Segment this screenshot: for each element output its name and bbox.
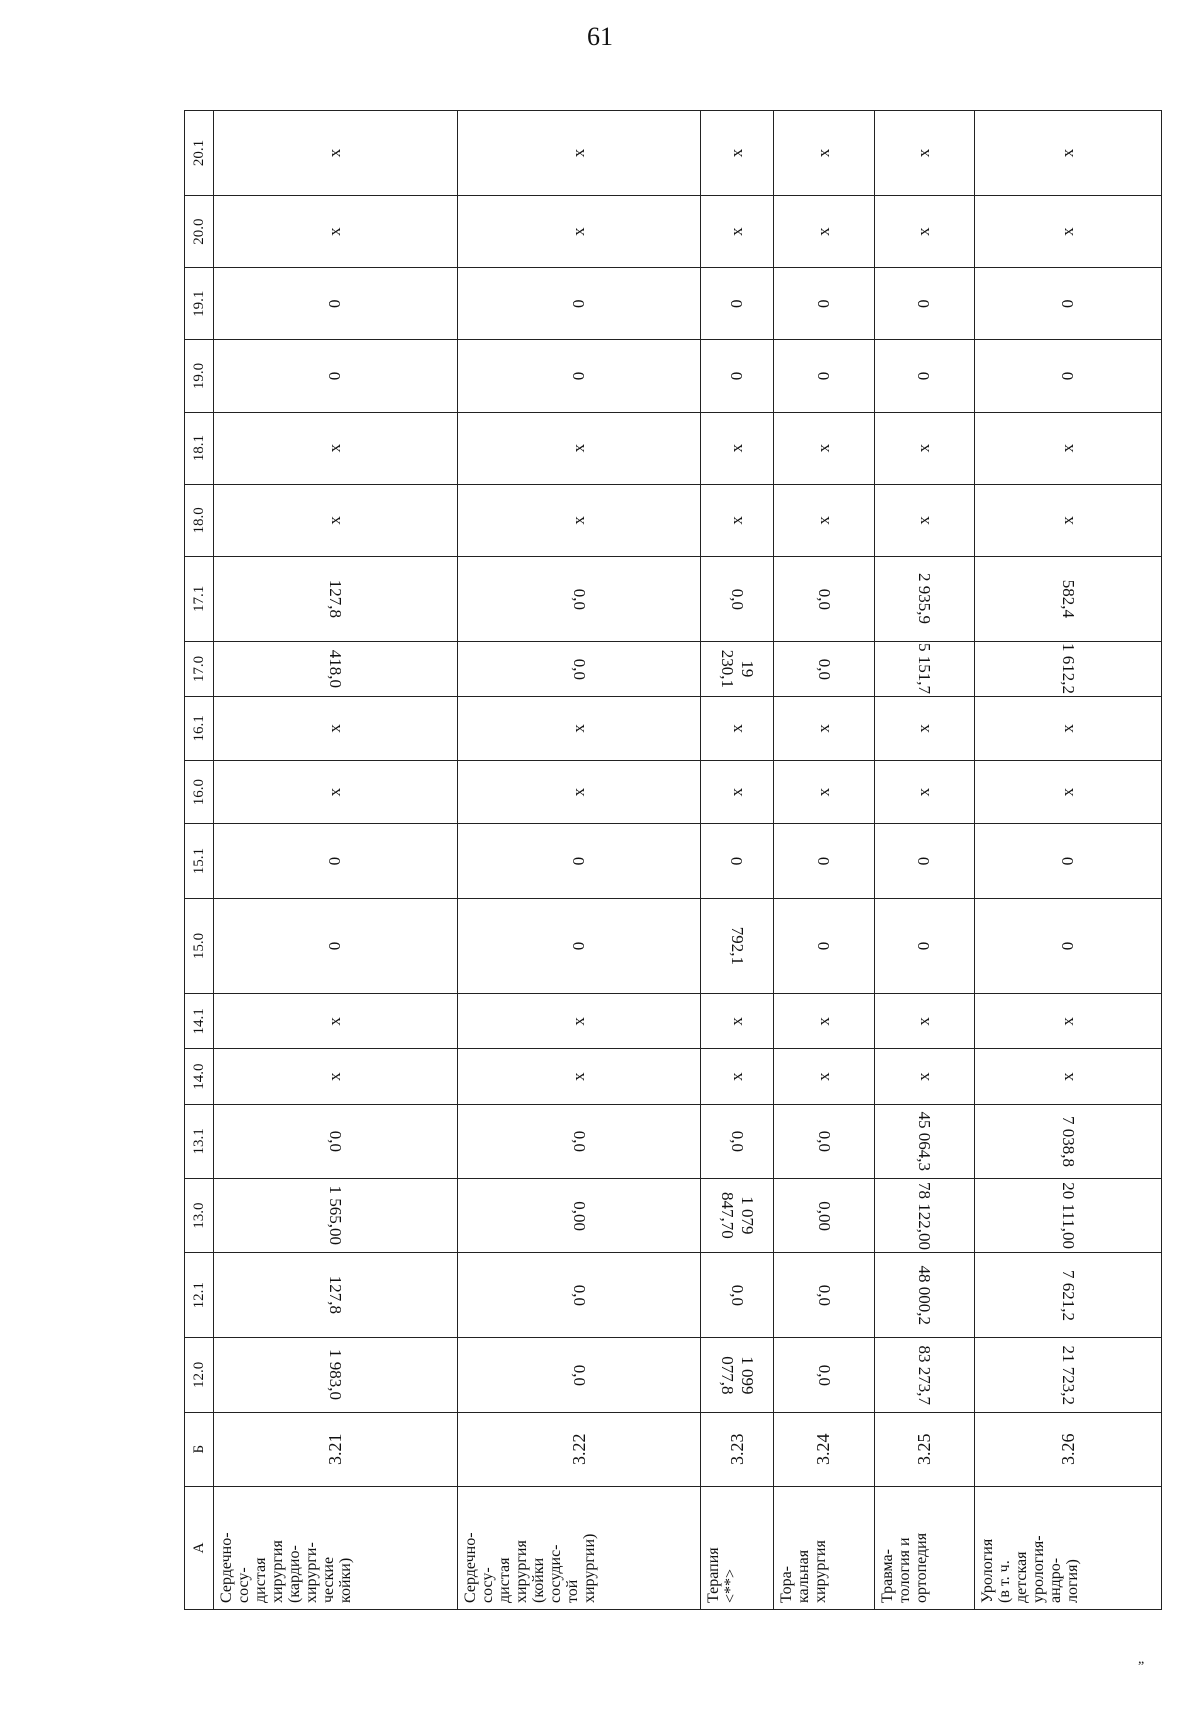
cell-value: 83 273,7 (915, 1345, 935, 1405)
cell-value: 0 (569, 941, 589, 951)
value-cell (457, 412, 701, 484)
value-cell (773, 196, 874, 268)
cell-value: 21 723,2 (1059, 1345, 1079, 1405)
value-cell (701, 760, 773, 824)
cell-value: 0 (1058, 299, 1078, 309)
cell-value: х (914, 724, 934, 733)
column-header: 12.0 (185, 1338, 214, 1412)
cell-value: 0 (1058, 371, 1078, 381)
column-header: 17.0 (185, 641, 214, 696)
value-cell (975, 824, 1162, 898)
cell-value: х (325, 443, 345, 453)
row-code-cell: 3.25 (874, 1412, 975, 1486)
value-cell (773, 824, 874, 898)
value-cell (457, 268, 701, 340)
cell-value: х (813, 787, 833, 797)
table-row (975, 111, 1162, 1610)
value-cell (457, 1253, 701, 1338)
value-cell (975, 641, 1162, 696)
value-cell (701, 824, 773, 898)
value-cell (214, 824, 458, 898)
value-cell (874, 1049, 975, 1104)
cell-value: х (727, 787, 747, 797)
value-cell (874, 412, 975, 484)
cell-value: 0 (569, 371, 589, 381)
value-cell (214, 556, 458, 641)
cell-value: 0 (325, 299, 345, 309)
cell-value: 127,8 (326, 1276, 346, 1315)
value-cell (457, 994, 701, 1049)
cell-value: х (914, 1072, 934, 1081)
value-cell (773, 268, 874, 340)
cell-value: х (325, 1017, 345, 1026)
value-cell (701, 994, 773, 1049)
row-name-cell: Травма- тология и ортопедия (874, 1486, 975, 1609)
cell-value: х (1058, 516, 1078, 525)
value-cell (975, 268, 1162, 340)
value-cell (701, 697, 773, 761)
value-cell (874, 1338, 975, 1412)
cell-value: х (914, 516, 934, 525)
column-header: 15.1 (185, 824, 214, 898)
column-header: 20.1 (185, 111, 214, 196)
cell-value: 2 935,9 (915, 573, 935, 625)
value-cell (457, 697, 701, 761)
cell-value: 0,0 (570, 1284, 590, 1306)
cell-value: 0,0 (728, 588, 748, 610)
value-cell (214, 1179, 458, 1253)
column-header: 15.0 (185, 898, 214, 994)
column-header: 13.1 (185, 1104, 214, 1178)
cell-value: 0,00 (570, 1200, 590, 1231)
cell-value: 0 (813, 371, 833, 381)
value-cell (214, 994, 458, 1049)
column-header: 14.1 (185, 994, 214, 1049)
cell-value: 0,0 (570, 588, 590, 610)
cell-value: х (813, 227, 833, 236)
value-cell (874, 641, 975, 696)
value-cell (773, 898, 874, 994)
cell-value: 0,0 (570, 658, 590, 680)
cell-value: 0,0 (814, 1130, 834, 1152)
column-header: 18.0 (185, 484, 214, 556)
value-cell (701, 484, 773, 556)
value-cell (773, 1049, 874, 1104)
table-frame (184, 110, 1162, 1610)
cell-value: х (325, 724, 345, 733)
value-cell (975, 556, 1162, 641)
cell-value: 0 (813, 299, 833, 309)
value-cell (874, 1253, 975, 1338)
value-cell (701, 1338, 773, 1412)
cell-value: х (727, 1072, 747, 1081)
cell-value: х (569, 516, 589, 525)
value-cell (874, 340, 975, 412)
cell-value: 0,0 (728, 1284, 748, 1306)
value-cell (457, 760, 701, 824)
column-header: 16.1 (185, 697, 214, 761)
value-cell (701, 196, 773, 268)
cell-value: 418,0 (326, 649, 346, 689)
value-cell (701, 1253, 773, 1338)
cell-value: 78 122,00 (915, 1181, 935, 1250)
value-cell (773, 340, 874, 412)
row-code-cell: 3.26 (975, 1412, 1162, 1486)
value-cell (457, 824, 701, 898)
cell-value: 5 151,7 (915, 643, 935, 695)
table-body (214, 111, 1162, 1610)
cell-value: 0 (1058, 941, 1078, 951)
value-cell (457, 484, 701, 556)
value-cell (457, 196, 701, 268)
value-cell (773, 1179, 874, 1253)
cell-value: 0 (813, 941, 833, 951)
value-cell (773, 697, 874, 761)
cell-value: 0 (1058, 856, 1078, 866)
rotated-table-container (184, 110, 1162, 1610)
value-cell (701, 340, 773, 412)
value-cell (214, 1104, 458, 1178)
cell-value: х (1058, 1017, 1078, 1026)
column-header: 16.0 (185, 760, 214, 824)
cell-value: х (325, 787, 345, 797)
value-cell (701, 556, 773, 641)
column-header: 20.0 (185, 196, 214, 268)
value-cell (773, 484, 874, 556)
value-cell (701, 1049, 773, 1104)
value-cell (975, 1049, 1162, 1104)
value-cell (214, 268, 458, 340)
cell-value: 1 099 077,8 (718, 1355, 758, 1395)
cell-value: 48 000,2 (915, 1265, 935, 1326)
value-cell (874, 697, 975, 761)
cell-value: 0,0 (814, 588, 834, 610)
cell-value: х (727, 148, 747, 158)
value-cell (214, 412, 458, 484)
cell-value: х (569, 724, 589, 733)
table-row (773, 111, 874, 1610)
cell-value: 0 (727, 299, 747, 309)
column-header: 12.1 (185, 1253, 214, 1338)
cell-value: х (727, 1017, 747, 1026)
value-cell (701, 111, 773, 196)
value-cell (457, 1104, 701, 1178)
value-cell (701, 268, 773, 340)
value-cell (773, 1253, 874, 1338)
value-cell (214, 196, 458, 268)
value-cell (874, 824, 975, 898)
table-row (214, 111, 458, 1610)
row-name-cell: Терапия <**> (701, 1486, 773, 1609)
value-cell (457, 1049, 701, 1104)
cell-value: 0 (325, 371, 345, 381)
header-row (185, 111, 214, 1610)
value-cell (214, 1253, 458, 1338)
cell-value: 1 079 847,70 (718, 1192, 758, 1240)
value-cell (975, 111, 1162, 196)
column-header: 17.1 (185, 556, 214, 641)
value-cell (214, 898, 458, 994)
cell-value: 0,0 (814, 1284, 834, 1306)
table-row (701, 111, 773, 1610)
value-cell (214, 697, 458, 761)
row-name-cell: Тора- кальная хирургия (773, 1486, 874, 1609)
table-row (457, 111, 701, 1610)
value-cell (874, 484, 975, 556)
cell-value: х (727, 227, 747, 236)
value-cell (773, 556, 874, 641)
value-cell (457, 556, 701, 641)
cell-value: х (813, 516, 833, 525)
cell-value: х (813, 1017, 833, 1026)
value-cell (975, 697, 1162, 761)
value-cell (701, 898, 773, 994)
cell-value: 1 565,00 (326, 1185, 346, 1246)
cell-value: 0,0 (814, 658, 834, 680)
value-cell (975, 898, 1162, 994)
data-table (184, 110, 1162, 1610)
table-row (874, 111, 975, 1610)
value-cell (773, 412, 874, 484)
cell-value: х (569, 1072, 589, 1081)
value-cell (874, 760, 975, 824)
cell-value: х (813, 148, 833, 158)
cell-value: х (1058, 443, 1078, 453)
cell-value: 20 111,00 (1059, 1182, 1079, 1250)
value-cell (874, 556, 975, 641)
cell-value: 7 621,2 (1059, 1269, 1079, 1321)
value-cell (701, 1179, 773, 1253)
column-header: 14.0 (185, 1049, 214, 1104)
cell-value: 7 038,8 (1059, 1115, 1079, 1167)
cell-value: 1 612,2 (1059, 643, 1079, 695)
value-cell (975, 760, 1162, 824)
value-cell (874, 994, 975, 1049)
cell-value: 0 (569, 856, 589, 866)
cell-value: х (914, 227, 934, 236)
value-cell (773, 994, 874, 1049)
value-cell (874, 1104, 975, 1178)
value-cell (773, 641, 874, 696)
cell-value: х (569, 148, 589, 158)
corner-mark: „ (1138, 1652, 1145, 1667)
row-name-cell: Сердечно- сосу- дистая хирургия (койки сосудис- той хирургии) (457, 1486, 701, 1609)
value-cell (874, 111, 975, 196)
column-header: Б (185, 1412, 214, 1486)
value-cell (701, 1104, 773, 1178)
column-header: 19.0 (185, 340, 214, 412)
value-cell (773, 760, 874, 824)
value-cell (975, 1179, 1162, 1253)
page-number: 61 (587, 22, 613, 51)
value-cell (874, 1179, 975, 1253)
value-cell (214, 1049, 458, 1104)
cell-value: 1 983,0 (326, 1349, 346, 1401)
column-header: А (185, 1486, 214, 1609)
cell-value: 0 (325, 941, 345, 951)
cell-value: х (569, 787, 589, 797)
value-cell (457, 641, 701, 696)
cell-value: 582,4 (1059, 579, 1079, 619)
value-cell (457, 1179, 701, 1253)
cell-value: 0,0 (728, 1130, 748, 1152)
row-code-cell: 3.21 (214, 1412, 458, 1486)
cell-value: 0 (914, 856, 934, 866)
cell-value: 0,0 (814, 1364, 834, 1386)
cell-value: х (325, 148, 345, 158)
cell-value: х (914, 148, 934, 158)
value-cell (874, 268, 975, 340)
cell-value: х (1058, 724, 1078, 733)
cell-value: 0 (914, 371, 934, 381)
value-cell (874, 196, 975, 268)
cell-value: 0 (569, 299, 589, 309)
cell-value: х (914, 443, 934, 453)
value-cell (975, 1253, 1162, 1338)
cell-value: 0,00 (814, 1200, 834, 1231)
value-cell (701, 412, 773, 484)
cell-value: х (325, 1072, 345, 1081)
cell-value: х (914, 787, 934, 797)
cell-value: 0 (914, 299, 934, 309)
value-cell (975, 196, 1162, 268)
value-cell (457, 1338, 701, 1412)
value-cell (975, 1104, 1162, 1178)
value-cell (457, 898, 701, 994)
cell-value: х (325, 227, 345, 236)
cell-value: 0 (727, 856, 747, 866)
value-cell (457, 340, 701, 412)
column-header: 18.1 (185, 412, 214, 484)
cell-value: х (727, 516, 747, 525)
row-name-cell: Урология (в т. ч. детская урология- андро- логия) (975, 1486, 1162, 1609)
cell-value: х (569, 1017, 589, 1026)
value-cell (975, 484, 1162, 556)
cell-value: х (813, 724, 833, 733)
row-code-cell: 3.22 (457, 1412, 701, 1486)
cell-value: х (1058, 1072, 1078, 1081)
cell-value: 0 (813, 856, 833, 866)
cell-value: х (325, 516, 345, 525)
cell-value: 0,0 (570, 1364, 590, 1386)
cell-value: 792,1 (728, 926, 748, 966)
row-code-cell: 3.23 (701, 1412, 773, 1486)
value-cell (214, 760, 458, 824)
cell-value: х (727, 724, 747, 733)
cell-value: х (813, 443, 833, 453)
cell-value: х (1058, 787, 1078, 797)
cell-value: 0,0 (570, 1130, 590, 1152)
cell-value: 0 (914, 941, 934, 951)
value-cell (701, 641, 773, 696)
value-cell (975, 994, 1162, 1049)
cell-value: 0,0 (326, 1130, 346, 1152)
value-cell (214, 111, 458, 196)
cell-value: 0 (727, 371, 747, 381)
value-cell (975, 412, 1162, 484)
cell-value: х (914, 1017, 934, 1026)
cell-value: х (727, 443, 747, 453)
value-cell (975, 1338, 1162, 1412)
column-header: 13.0 (185, 1179, 214, 1253)
value-cell (773, 111, 874, 196)
cell-value: х (569, 443, 589, 453)
value-cell (214, 641, 458, 696)
cell-value: х (1058, 227, 1078, 236)
row-name-cell: Сердечно- сосу- дистая хирургия (кардио- хирурги- ческие койки) (214, 1486, 458, 1609)
cell-value: х (813, 1072, 833, 1081)
value-cell (214, 1338, 458, 1412)
cell-value: 0 (325, 856, 345, 866)
value-cell (214, 484, 458, 556)
cell-value: 127,8 (326, 579, 346, 619)
row-code-cell: 3.24 (773, 1412, 874, 1486)
value-cell (773, 1104, 874, 1178)
value-cell (975, 340, 1162, 412)
column-header: 19.1 (185, 268, 214, 340)
value-cell (457, 111, 701, 196)
value-cell (874, 898, 975, 994)
value-cell (773, 1338, 874, 1412)
cell-value: х (569, 227, 589, 236)
cell-value: 19 230,1 (718, 649, 758, 689)
value-cell (214, 340, 458, 412)
cell-value: х (1058, 148, 1078, 158)
cell-value: 45 064,3 (915, 1111, 935, 1172)
